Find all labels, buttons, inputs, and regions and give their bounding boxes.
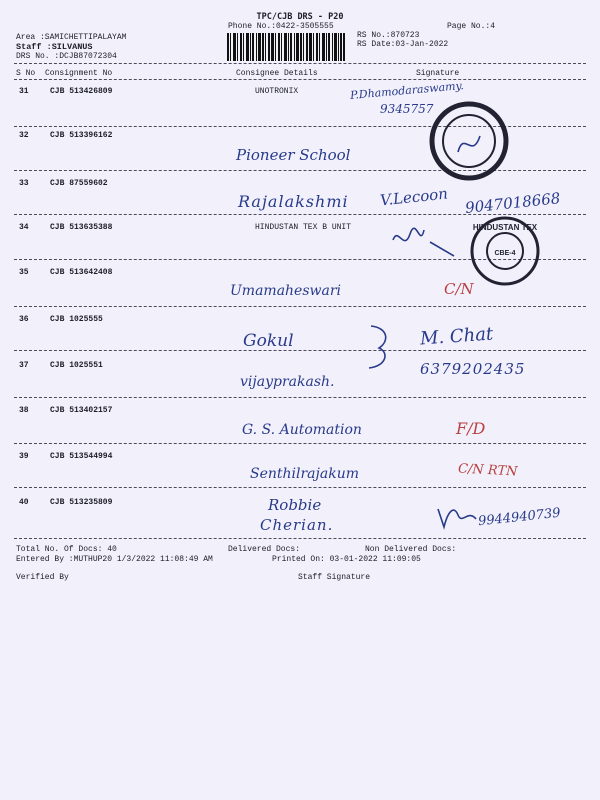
row-consignment: CJB 513396162 [50, 131, 113, 140]
handwritten-phone: 9047018668 [464, 189, 562, 217]
rs-date: RS Date:03-Jan-2022 [357, 40, 449, 49]
row-divider [14, 538, 586, 539]
row-consignment: CJB 1025551 [50, 361, 103, 370]
handwritten-name: Umamaheswari [230, 283, 342, 299]
non-delivered-docs: Non Delivered Docs: [365, 545, 457, 554]
row-consignment: CJB 87559602 [50, 179, 108, 188]
row-sno: 32 [19, 131, 29, 140]
row-consignment: CJB 1025555 [50, 315, 103, 324]
row-consignment: CJB 513235809 [50, 498, 113, 507]
header-rule-top [14, 63, 586, 64]
area-label: Area :SAMICHETTIPALAYAM [16, 33, 127, 42]
handwritten-remark: C/N RTN [457, 461, 518, 480]
handwritten-name: G. S. Automation [242, 422, 362, 438]
table-row [0, 406, 600, 416]
row-sno: 35 [19, 268, 29, 277]
table-row [0, 131, 600, 141]
row-divider [14, 306, 586, 307]
handwritten-name: Robbie [268, 496, 322, 514]
row-sno: 37 [19, 361, 29, 370]
signature-scribble [436, 503, 480, 533]
handwritten-phone: 9345757 [380, 102, 434, 116]
handwritten-phone: 6379202435 [420, 360, 526, 378]
header-rule-bottom [14, 79, 586, 80]
verified-by: Verified By [16, 573, 69, 582]
handwritten-name: Senthilrajakum [250, 466, 359, 482]
handwritten-name: Cherian. [260, 516, 334, 534]
col-consignment-header: Consignment No [45, 69, 113, 78]
row-consignment: CJB 513642408 [50, 268, 113, 277]
row-divider [14, 487, 586, 488]
row-consignee: HINDUSTAN TEX B UNIT [255, 223, 352, 232]
company-stamp [468, 214, 542, 288]
page-number: Page No.:4 [447, 22, 496, 31]
col-sno-header: S No [16, 69, 36, 78]
bracket-scribble [365, 322, 405, 372]
phone-number: Phone No.:0422-3505555 [228, 22, 334, 31]
row-sno: 36 [19, 315, 29, 324]
row-consignment: CJB 513426809 [50, 87, 113, 96]
barcode-image [227, 33, 345, 61]
round-stamp [428, 100, 510, 182]
printed-on: Printed On: 03-01-2022 11:09:05 [272, 555, 421, 564]
row-sno: 38 [19, 406, 29, 415]
handwritten-name: vijayprakash. [240, 374, 335, 390]
row-sno: 39 [19, 452, 29, 461]
handwritten-phone: 9944940739 [477, 505, 562, 530]
table-row [0, 179, 600, 189]
total-docs: Total No. Of Docs: 40 [16, 545, 117, 554]
stamp-text: HINDUSTAN TEX [472, 223, 538, 232]
handwritten-name: P.Dhamodaraswamy. [349, 79, 465, 102]
entered-by: Entered By :MUTHUP20 1/3/2022 11:08:49 AM [16, 555, 213, 564]
drs-number: DRS No. :DCJB87072304 [16, 52, 117, 61]
row-consignee: UNOTRONIX [255, 87, 299, 96]
handwritten-name: Gokul [243, 331, 294, 351]
handwritten-name: Pioneer School [236, 146, 351, 164]
row-sno: 31 [19, 87, 29, 96]
staff-signature: Staff Signature [298, 573, 371, 582]
delivered-docs: Delivered Docs: [228, 545, 301, 554]
signature-scribble [390, 222, 460, 262]
row-sno: 33 [19, 179, 29, 188]
table-row [0, 315, 600, 325]
row-divider [14, 397, 586, 398]
staff-label: Staff :SILVANUS [16, 42, 93, 52]
handwritten-remark: F/D [456, 419, 486, 438]
stamp-code: CBE-4 [494, 250, 516, 257]
row-consignment: CJB 513402157 [50, 406, 113, 415]
row-divider [14, 350, 586, 351]
col-signature-header: Signature [416, 69, 460, 78]
row-consignment: CJB 513635388 [50, 223, 113, 232]
rs-number: RS No.:870723 [357, 31, 420, 40]
row-sno: 40 [19, 498, 29, 507]
handwritten-name: Rajalakshmi [238, 192, 349, 211]
row-consignment: CJB 513544994 [50, 452, 113, 461]
row-divider [14, 443, 586, 444]
row-sno: 34 [19, 223, 29, 232]
handwritten-signature: V.Lecoon [379, 184, 449, 210]
handwritten-signature: M. Chat [419, 323, 494, 350]
col-consignee-header: Consignee Details [236, 69, 318, 78]
handwritten-remark: C/N [444, 280, 474, 298]
document-title: TPC/CJB DRS - P20 [256, 12, 344, 22]
table-row [0, 87, 600, 97]
table-row [0, 452, 600, 462]
